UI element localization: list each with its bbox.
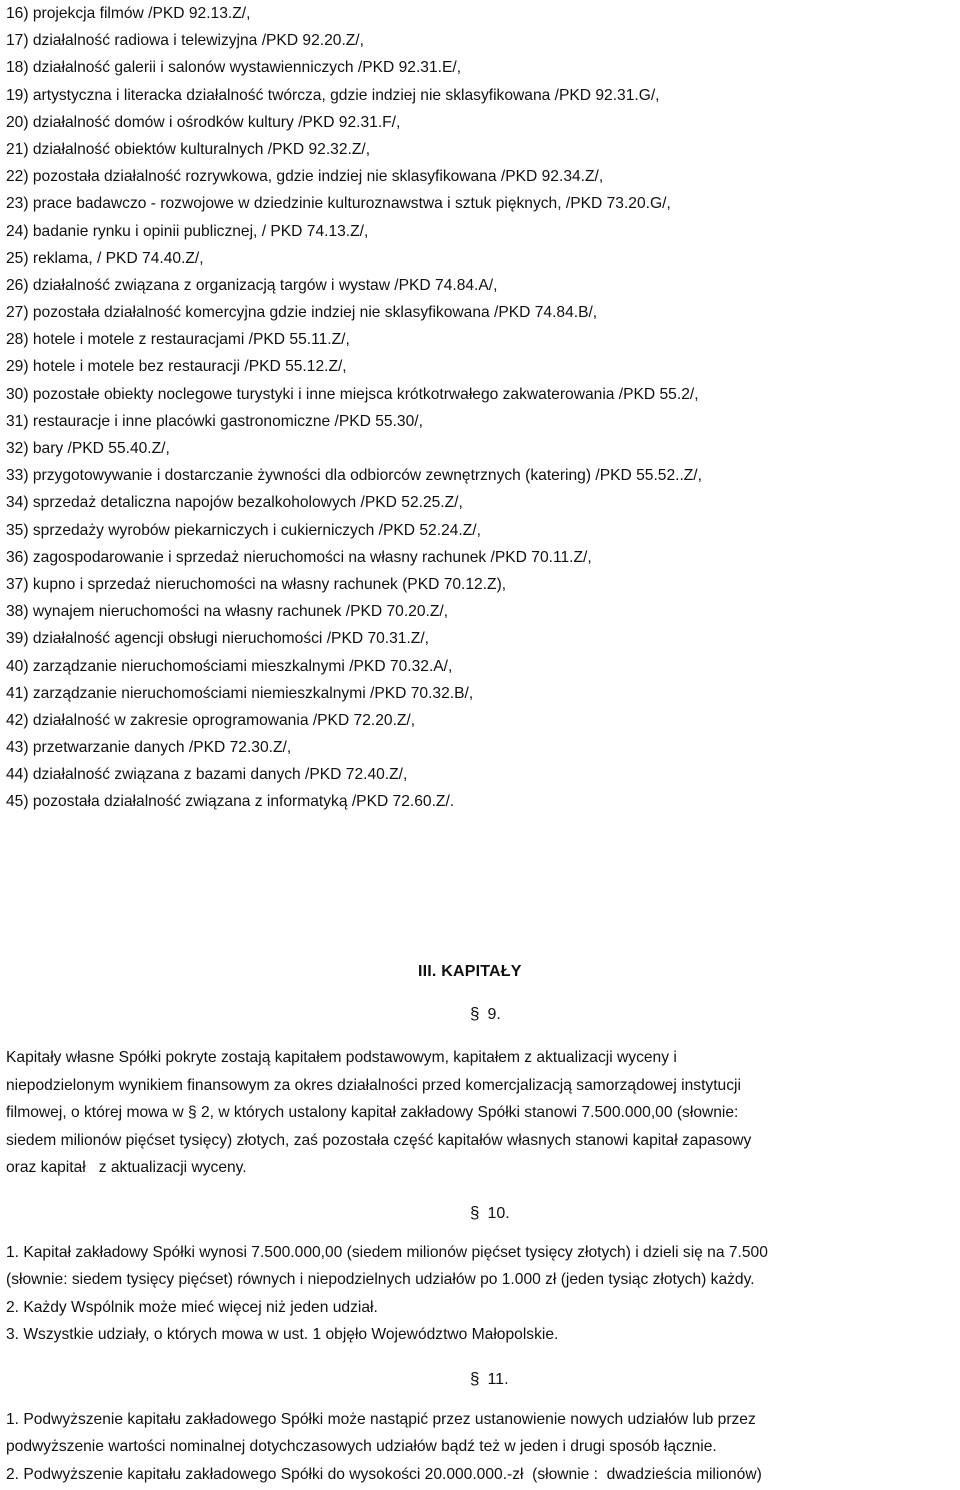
list-item: 42) działalność w zakresie oprogramowania /PKD 72.20.Z/, <box>6 711 416 729</box>
list-item: 45) pozostała działalność związana z informatyką /PKD 72.60.Z/. <box>6 793 455 811</box>
paragraph-line: 2. Podwyższenie kapitału zakładowego Spółki do wysokości 20.000.000.-zł (słownie : dwadzieścia milionów) <box>6 1465 762 1483</box>
section-sign-icon: § <box>470 1369 480 1388</box>
paragraph-line: filmowej, o której mowa w § 2, w których ustalony kapitał zakładowy Spółki stanowi 7.500.000,00 (słownie: <box>6 1104 739 1122</box>
paragraph-line: (słownie: siedem tysięcy pięćset) równych i niepodzielnych udziałów po 1.000 zł (jeden tysiąc złotych) każdy. <box>6 1271 755 1289</box>
list-item: 21) działalność obiektów kulturalnych /PKD 92.32.Z/, <box>6 140 371 158</box>
list-item: 40) zarządzanie nieruchomościami mieszkalnymi /PKD 70.32.A/, <box>6 657 453 675</box>
section-sign-icon: § <box>470 1004 480 1023</box>
paragraph-line: 3. Wszystkie udziały, o których mowa w ust. 1 objęło Województwo Małopolskie. <box>6 1326 559 1344</box>
list-item: 38) wynajem nieruchomości na własny rachunek /PKD 70.20.Z/, <box>6 603 449 621</box>
list-item: 31) restauracje i inne placówki gastronomiczne /PKD 55.30/, <box>6 412 423 430</box>
paragraph-line: siedem milionów pięćset tysięcy) złotych, zaś pozostała część kapitałów własnych stanowi kapitał zapasowy <box>6 1131 752 1149</box>
list-item: 26) działalność związana z organizacją targów i wystaw /PKD 74.84.A/, <box>6 276 498 294</box>
list-item: 34) sprzedaż detaliczna napojów bezalkoholowych /PKD 52.25.Z/, <box>6 494 463 512</box>
list-item: 30) pozostałe obiekty noclegowe turystyki i inne miejsca krótkotrwałego zakwaterowania /PKD 55.2/, <box>6 385 699 403</box>
paragraph-line: 1. Kapitał zakładowy Spółki wynosi 7.500.000,00 (siedem milionów pięćset tysięcy złotych) i dzieli się na 7.500 <box>6 1244 768 1261</box>
list-item: 41) zarządzanie nieruchomościami niemieszkalnymi /PKD 70.32.B/, <box>6 684 474 702</box>
pkd-activity-list <box>6 0 956 816</box>
paragraph-line: podwyższenie wartości nominalnej dotychczasowych udziałów bądź też w jeden i drugi sposób łącznie. <box>6 1438 717 1456</box>
section-sign-icon: § <box>470 1203 480 1222</box>
section-heading: III. KAPITAŁY <box>418 963 522 980</box>
list-item: 27) pozostała działalność komercyjna gdzie indziej nie sklasyfikowana /PKD 74.84.B/, <box>6 304 598 322</box>
list-item: 22) pozostała działalność rozrywkowa, gdzie indziej nie sklasyfikowana /PKD 92.34.Z/, <box>6 168 604 186</box>
paragraph-line: oraz kapitał z aktualizacji wyceny. <box>6 1159 247 1177</box>
paragraph-line: 1. Podwyższenie kapitału zakładowego Spółki może nastąpić przez ustanowienie nowych udziałów lub przez <box>6 1411 756 1428</box>
list-item: 17) działalność radiowa i telewizyjna /PKD 92.20.Z/, <box>6 32 364 50</box>
list-item: 20) działalność domów i ośrodków kultury /PKD 92.31.F/, <box>6 113 401 131</box>
list-item: 33) przygotowywanie i dostarczanie żywności dla odbiorców zewnętrznych (katering) /PKD 55.52..Z/, <box>6 467 702 485</box>
list-item: 43) przetwarzanie danych /PKD 72.30.Z/, <box>6 739 292 757</box>
list-item: 32) bary /PKD 55.40.Z/, <box>6 440 170 457</box>
list-item: 29) hotele i motele bez restauracji /PKD 55.12.Z/, <box>6 358 347 376</box>
list-item: 25) reklama, / PKD 74.40.Z/, <box>6 249 204 267</box>
list-item: 19) artystyczna i literacka działalność twórcza, gdzie indziej nie sklasyfikowana /PKD 92.31.G/, <box>6 86 660 104</box>
paragraph-body <box>6 1239 954 1349</box>
list-item: 35) sprzedaży wyrobów piekarniczych i cukierniczych /PKD 52.24.Z/, <box>6 521 481 539</box>
list-item: 18) działalność galerii i salonów wystawienniczych /PKD 92.31.E/, <box>6 59 462 77</box>
list-item: 24) badanie rynku i opinii publicznej, / PKD 74.13.Z/, <box>6 222 369 240</box>
list-item: 39) działalność agencji obsługi nieruchomości /PKD 70.31.Z/, <box>6 630 429 648</box>
list-item: 28) hotele i motele z restauracjami /PKD 55.11.Z/, <box>6 331 350 349</box>
paragraph-line: niepodzielonym wynikiem finansowym za okres działalności przed komercjalizacją samorządowej instytucji <box>6 1076 741 1094</box>
paragraph-body <box>6 1044 954 1182</box>
paragraph-line: 2. Każdy Wspólnik może mieć więcej niż jeden udział. <box>6 1298 378 1316</box>
paragraph-body <box>6 1406 954 1488</box>
list-item: 44) działalność związana z bazami danych /PKD 72.40.Z/, <box>6 766 408 784</box>
paragraph-line: Kapitały własne Spółki pokryte zostają kapitałem podstawowym, kapitałem z aktualizacji wyceny i <box>6 1049 677 1066</box>
list-item: 36) zagospodarowanie i sprzedaż nieruchomości na własny rachunek /PKD 70.11.Z/, <box>6 548 592 566</box>
list-item: 16) projekcja filmów /PKD 92.13.Z/, <box>6 5 251 22</box>
paragraph-number: § 9. <box>470 1004 501 1023</box>
paragraph-number: § 10. <box>470 1203 510 1222</box>
list-item: 23) prace badawczo - rozwojowe w dziedzinie kulturoznawstwa i sztuk pięknych, /PKD 73.20.G/, <box>6 195 671 213</box>
paragraph-number: § 11. <box>470 1369 509 1388</box>
list-item: 37) kupno i sprzedaż nieruchomości na własny rachunek (PKD 70.12.Z), <box>6 575 507 593</box>
